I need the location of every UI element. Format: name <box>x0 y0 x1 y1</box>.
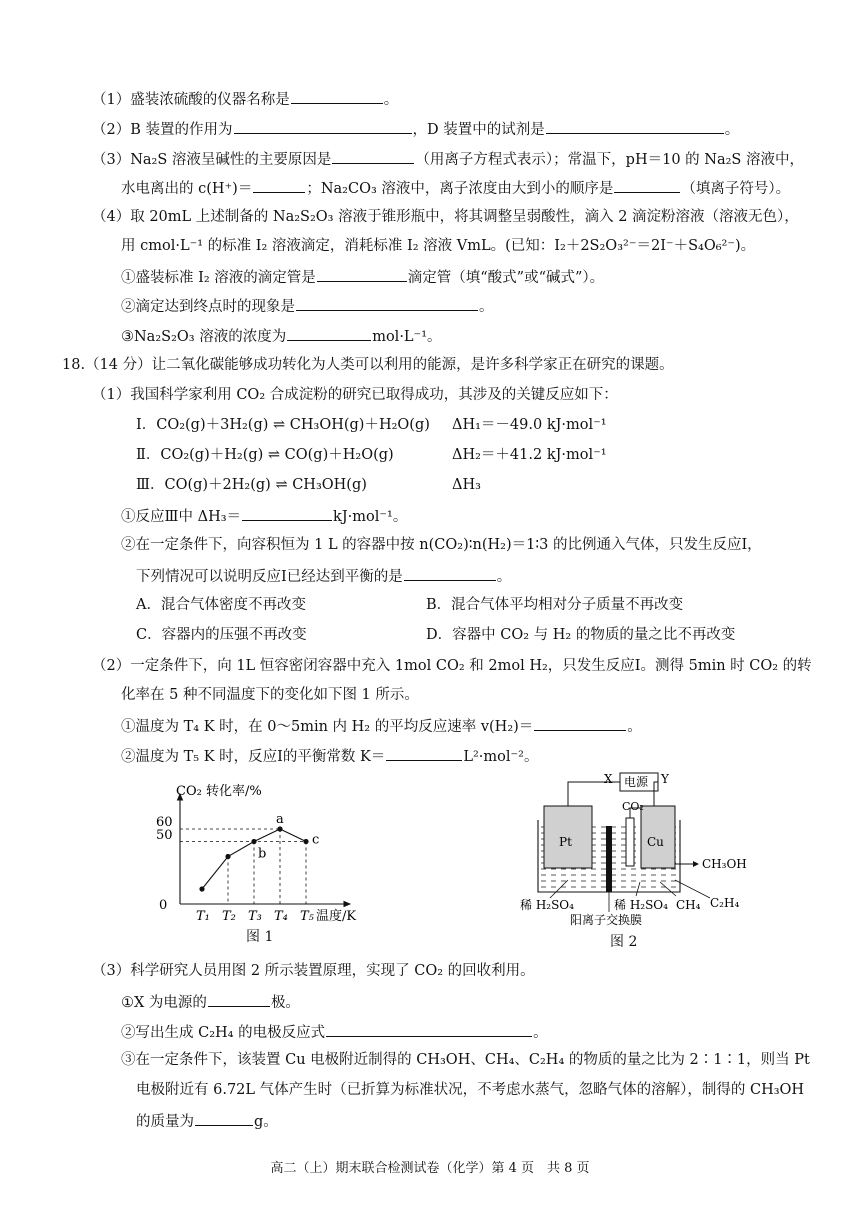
reaction-1: Ⅰ．CO₂(g)＋3H₂(g) ⇌ CH₃OH(g)＋H₂O(g) <box>136 417 430 433</box>
answer-blank[interactable] <box>534 715 626 731</box>
q18-part3-sub3-line2: 电极附近有 6.72L 气体产生时（已折算为标准状况，不考虑水蒸气，忽略气体的溶解），制得的 CH₃OH <box>136 1082 805 1098</box>
q17-part3-line2: 水电离出的 c(H⁺)＝ ；Na₂CO₃ 溶液中，离子浓度由大到小的顺序是 （填离子符号）。 <box>121 177 790 199</box>
q18-part3-sub3-line1: ③在一定条件下，该装置 Cu 电极附近制得的 CH₃OH、CH₄、C₂H₄ 的物质的量之比为 2∶1∶1，则当 Pt <box>121 1052 810 1068</box>
x-tick-label: T₃ <box>248 909 262 924</box>
q18-part1: （1）我国科学家利用 CO₂ 合成淀粉的研究已取得成功，其涉及的关键反应如下： <box>92 387 618 403</box>
q18-part2-line1: （2）一定条件下，向 1L 恒容密闭容器中充入 1mol CO₂ 和 2mol H₂，只发生反应Ⅰ。测得 5min 时 CO₂ 的转 <box>92 658 812 674</box>
pt-label: Pt <box>559 835 572 849</box>
q17-part4-sub3: ③Na₂S₂O₃ 溶液的浓度为 mol·L⁻¹。 <box>121 325 442 347</box>
ch4-label: CH₄ <box>676 898 701 912</box>
q18-part3-sub1: ①X 为电源的 极。 <box>121 991 300 1013</box>
point-label-a: a <box>276 812 284 827</box>
ch3oh-label: CH₃OH <box>702 857 747 871</box>
terminal-y-label: Y <box>661 772 669 786</box>
q18-part1-sub1: ①反应Ⅲ中 ΔH₃＝ kJ·mol⁻¹。 <box>121 505 407 527</box>
cation-exchange-membrane <box>606 826 612 892</box>
answer-blank[interactable] <box>291 88 383 104</box>
answer-blank[interactable] <box>253 177 305 193</box>
q18-part3-sub3-line3: 的质量为 g。 <box>136 1110 278 1132</box>
x-tick-label: T₅ <box>300 909 314 924</box>
answer-blank[interactable] <box>234 118 412 134</box>
x-tick-label: T₂ <box>222 909 236 924</box>
data-points <box>199 826 308 891</box>
q18-stem: 18.（14 分）让二氧化碳能够成功转化为人类可以利用的能源，是许多科学家正在研究的课题。 <box>62 357 674 373</box>
y-tick-60: 60 <box>156 815 173 830</box>
data-point-1 <box>199 886 204 891</box>
answer-blank[interactable] <box>195 1110 253 1126</box>
answer-blank[interactable] <box>242 505 332 521</box>
option-d[interactable]: D．容器中 CO₂ 与 H₂ 的物质的量之比不再改变 <box>426 627 736 643</box>
q18-part2-sub1: ①温度为 T₄ K 时，在 0～5min 内 H₂ 的平均反应速率 v(H₂)＝ 。 <box>121 715 642 737</box>
x-axis-label: 温度/K <box>316 909 357 924</box>
reaction-2-enthalpy: ΔH₂＝＋41.2 kJ·mol⁻¹ <box>452 447 607 463</box>
q17-part2: （2）B 装置的作用为 ，D 装置中的试剂是 。 <box>92 118 739 140</box>
answer-blank[interactable] <box>546 118 724 134</box>
q18-part1-sub2-line1: ②在一定条件下，向容积恒为 1 L 的容器中按 n(CO₂)∶n(H₂)＝1∶3 的比例通入气体，只发生反应Ⅰ， <box>121 537 762 553</box>
q17-part1: （1）盛装浓硫酸的仪器名称是 。 <box>92 88 398 110</box>
terminal-x-label: X <box>604 772 613 786</box>
q17-part4-sub2: ②滴定达到终点时的现象是 。 <box>121 295 494 317</box>
q18-part3: （3）科学研究人员用图 2 所示装置原理，实现了 CO₂ 的回收利用。 <box>92 963 535 979</box>
acid-left-label: 稀 H₂SO₄ <box>520 898 574 912</box>
answer-blank[interactable] <box>208 991 270 1007</box>
point-label-c: c <box>312 832 320 848</box>
option-a[interactable]: A．混合气体密度不再改变 <box>136 597 306 613</box>
acid-right-label: 稀 H₂SO₄ <box>614 898 668 912</box>
answer-blank[interactable] <box>296 295 478 311</box>
x-tick-labels <box>196 909 315 924</box>
x-tick-label: T₄ <box>274 909 288 924</box>
figure-2-caption: 图 2 <box>610 934 638 950</box>
q17-part4-sub1: ①盛装标准 I₂ 溶液的滴定管是 滴定管（填“酸式”或“碱式”）。 <box>121 266 604 288</box>
origin-label: 0 <box>159 898 168 913</box>
figure-1-caption: 图 1 <box>246 929 274 945</box>
answer-blank[interactable] <box>614 177 680 193</box>
cu-label: Cu <box>647 835 664 849</box>
co2-inlet-tube <box>626 818 634 866</box>
q17-part3-line1: （3）Na₂S 溶液呈碱性的主要原因是 （用离子方程式表示）；常温下，pH＝10 的 Na₂S 溶液中， <box>92 148 804 170</box>
membrane-label: 阳离子交换膜 <box>570 913 643 927</box>
power-label: 电源 <box>624 775 649 789</box>
q17-part4-line1: （4）取 20mL 上述制备的 Na₂S₂O₃ 溶液于锥形瓶中，将其调整呈弱酸性，滴入 2 滴淀粉溶液（溶液无色）， <box>92 209 799 225</box>
q18-part1-sub2-line2: 下列情况可以说明反应Ⅰ已经达到平衡的是 。 <box>136 565 511 587</box>
answer-blank[interactable] <box>386 745 462 761</box>
data-point-4 <box>277 826 282 831</box>
co2-label: CO₂ <box>622 800 644 813</box>
answer-blank[interactable] <box>317 266 407 282</box>
reaction-2: Ⅱ．CO₂(g)＋H₂(g) ⇌ CO(g)＋H₂O(g) <box>136 447 394 463</box>
option-c[interactable]: C．容器内的压强不再改变 <box>136 627 307 643</box>
reaction-3-enthalpy: ΔH₃ <box>452 477 481 493</box>
figure-1-chart <box>150 778 390 928</box>
q17-part4-line2: 用 cmol·L⁻¹ 的标准 I₂ 溶液滴定，消耗标准 I₂ 溶液 VmL。(已知：I₂＋2S₂O₃²⁻＝2I⁻＋S₄O₆²⁻)。 <box>121 238 756 254</box>
answer-blank[interactable] <box>326 1021 532 1037</box>
y-axis-label: CO₂ 转化率/% <box>176 784 262 799</box>
page-footer: 高二（上）期末联合检测试卷（化学）第 4 页 共 8 页 <box>270 1161 590 1176</box>
x-tick-label: T₁ <box>196 909 210 924</box>
q18-part2-sub2: ②温度为 T₅ K 时，反应Ⅰ的平衡常数 K＝ L²·mol⁻²。 <box>121 745 538 767</box>
answer-blank[interactable] <box>287 325 371 341</box>
figure-2-apparatus <box>510 770 780 940</box>
answer-blank[interactable] <box>332 148 414 164</box>
reaction-3: Ⅲ．CO(g)＋2H₂(g) ⇌ CH₃OH(g) <box>136 477 367 493</box>
data-point-5 <box>303 839 308 844</box>
y-tick-50: 50 <box>156 828 173 843</box>
c2h4-label: C₂H₄ <box>710 896 740 910</box>
q18-part3-sub2: ②写出生成 C₂H₄ 的电极反应式 。 <box>121 1021 548 1043</box>
q18-part2-line2: 化率在 5 种不同温度下的变化如下图 1 所示。 <box>121 687 419 703</box>
answer-blank[interactable] <box>404 565 496 581</box>
reaction-1-enthalpy: ΔH₁＝－49.0 kJ·mol⁻¹ <box>452 417 607 433</box>
data-point-3 <box>251 839 256 844</box>
option-b[interactable]: B．混合气体平均相对分子质量不再改变 <box>426 597 684 613</box>
point-label-b: b <box>258 846 267 862</box>
data-point-2 <box>225 854 230 859</box>
guide-lines <box>180 829 306 904</box>
